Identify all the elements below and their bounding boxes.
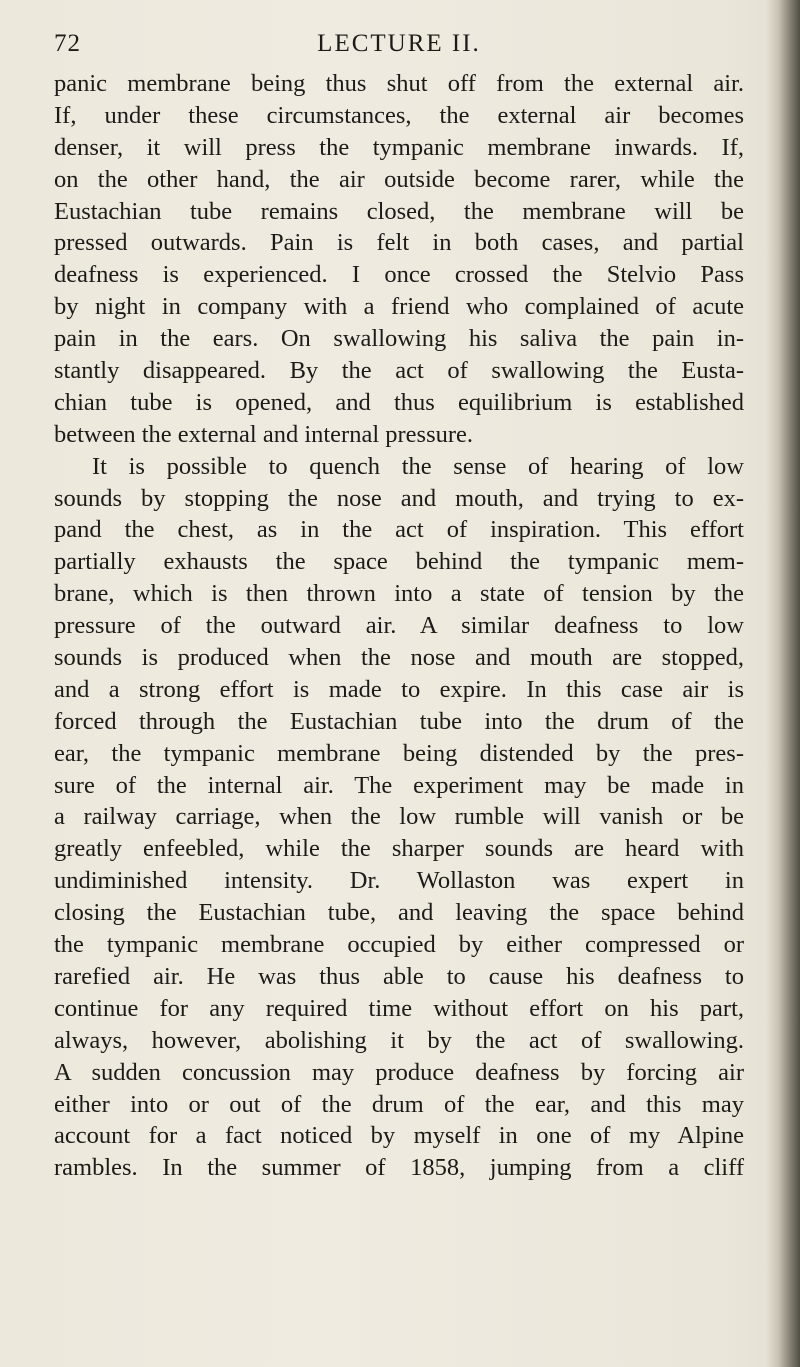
text-line: denser, it will press the tympanic membrane inwards. If, (54, 133, 744, 161)
text-line: partially exhausts the space behind the tympanic mem- (54, 548, 744, 576)
text-line: ear, the tympanic membrane being distended by the pres- (54, 739, 744, 767)
text-line: the tympanic membrane occupied by either compressed or (54, 931, 744, 959)
text-line: A sudden concussion may produce deafness by forcing air (54, 1058, 744, 1086)
text-line: undiminished intensity. Dr. Wollaston was expert in (54, 867, 744, 895)
text-line: rarefied air. He was thus able to cause his deafness to (54, 962, 744, 990)
paragraph-start-line: It is possible to quench the sense of hearing of low (92, 452, 744, 480)
text-line: panic membrane being thus shut off from the external air. (54, 70, 744, 97)
text-line: rambles. In the summer of 1858, jumping from a cliff (54, 1154, 744, 1182)
page-edge-shadow (766, 0, 800, 1367)
text-line: sounds is produced when the nose and mouth are stopped, (54, 644, 744, 672)
text-line: a railway carriage, when the low rumble will vanish or be (54, 803, 744, 831)
text-line: and a strong effort is made to expire. In this case air is (54, 675, 744, 703)
text-line: chian tube is opened, and thus equilibrium is established (54, 388, 744, 416)
text-line: deafness is experienced. I once crossed the Stelvio Pass (54, 261, 744, 289)
text-line: greatly enfeebled, while the sharper sounds are heard with (54, 835, 744, 863)
paragraph-end-line: between the external and internal pressure. (54, 420, 474, 448)
text-line: by night in company with a friend who complained of acute (54, 293, 744, 321)
page-header (54, 30, 744, 66)
text-line: sounds by stopping the nose and mouth, and trying to ex- (54, 484, 744, 512)
text-line: If, under these circumstances, the external air becomes (54, 101, 744, 129)
text-line: either into or out of the drum of the ear, and this may (54, 1090, 744, 1118)
text-line: forced through the Eustachian tube into the drum of the (54, 707, 744, 735)
text-line: closing the Eustachian tube, and leaving the space behind (54, 899, 744, 927)
text-line: stantly disappeared. By the act of swallowing the Eusta- (54, 357, 744, 385)
text-line: continue for any required time without effort on his part, (54, 994, 744, 1022)
text-line: pressed outwards. Pain is felt in both cases, and partial (54, 229, 744, 257)
text-line: account for a fact noticed by myself in one of my Alpine (54, 1122, 744, 1150)
body-text (54, 68, 744, 1184)
text-line: always, however, abolishing it by the act of swallowing. (54, 1026, 744, 1054)
text-line: pressure of the outward air. A similar deafness to low (54, 612, 744, 640)
page-number: 72 (54, 30, 81, 57)
text-line: pain in the ears. On swallowing his saliva the pain in- (54, 325, 744, 353)
text-line: sure of the internal air. The experiment may be made in (54, 771, 744, 799)
text-line: Eustachian tube remains closed, the membrane will be (54, 197, 744, 225)
text-line: brane, which is then thrown into a state of tension by the (54, 580, 744, 608)
text-line: on the other hand, the air outside become rarer, while the (54, 165, 744, 193)
running-head: LECTURE II. (317, 30, 481, 57)
text-line: pand the chest, as in the act of inspiration. This effort (54, 516, 744, 544)
